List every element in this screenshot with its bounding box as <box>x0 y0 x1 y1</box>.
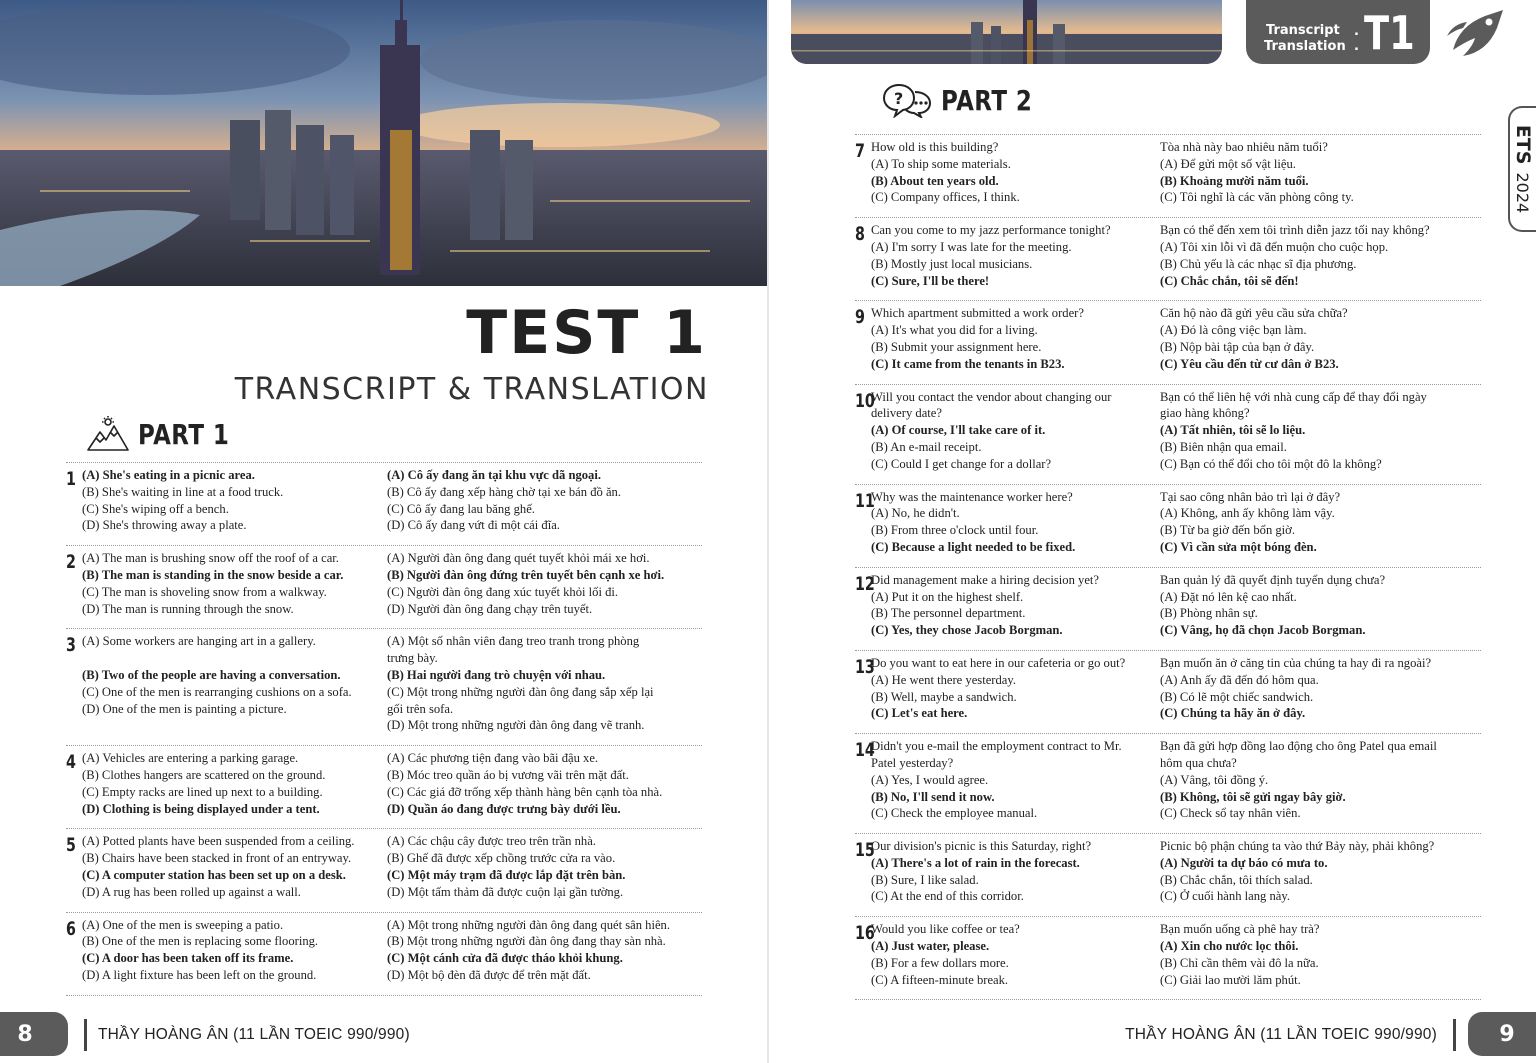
answer-line: (D) A rug has been rolled up against a wall. <box>82 884 301 899</box>
part1-heading <box>86 416 249 452</box>
question-item <box>66 462 702 545</box>
answer-line-correct: (B) Hai người đang trò chuyện với nhau. <box>387 667 606 682</box>
question-item <box>855 650 1481 733</box>
list-end-divider <box>855 999 1481 1000</box>
right-page <box>769 0 1536 1063</box>
question-columns <box>82 833 702 900</box>
question-number: 10 <box>855 389 875 412</box>
vietnamese-translation <box>1160 655 1481 722</box>
english-transcript <box>82 917 387 984</box>
english-transcript <box>871 489 1160 556</box>
answer-line: (B) Nộp bài tập của bạn ở đây. <box>1160 339 1315 354</box>
question-columns <box>871 838 1481 905</box>
question-columns <box>871 305 1481 372</box>
answer-line: Tòa nhà này bao nhiêu năm tuổi? <box>1160 140 1328 154</box>
speech-bubbles-icon <box>881 82 933 118</box>
vietnamese-translation <box>387 550 702 617</box>
answer-line: (A) Một trong những người đàn ông đang quét sân hiên. <box>387 917 670 932</box>
left-page <box>0 0 767 1063</box>
answer-line: (C) A fifteen-minute break. <box>871 972 1009 987</box>
answer-line: (B) Từ ba giờ đến bốn giờ. <box>1160 523 1295 538</box>
question-item <box>855 733 1481 833</box>
answer-line-correct: (C) It came from the tenants in B23. <box>871 356 1065 371</box>
answer-line: (B) Ghế đã được xếp chồng trước cửa ra vào. <box>387 851 616 866</box>
question-columns <box>871 572 1481 639</box>
answer-line: (C) Cô ấy đang lau băng ghế. <box>387 501 535 516</box>
page-number-right: 9 <box>1468 1012 1536 1056</box>
question-item <box>66 745 702 828</box>
answer-line: (C) The man is shoveling snow from a walkway. <box>82 584 327 599</box>
answer-line: (A) Yes, I would agree. <box>871 772 989 787</box>
answer-line: (B) One of the men is replacing some flooring. <box>82 934 319 949</box>
answer-line: (B) Phòng nhân sự. <box>1160 606 1258 621</box>
answer-line: (C) She's wiping off a bench. <box>82 501 229 516</box>
question-columns <box>871 655 1481 722</box>
answer-line: Ban quản lý đã quyết định tuyển dụng chưa? <box>1160 572 1386 587</box>
ets-side-tab <box>1508 106 1536 232</box>
question-number: 2 <box>66 551 76 574</box>
answer-line: (D) One of the men is painting a picture. <box>82 701 287 716</box>
question-columns <box>82 467 702 534</box>
answer-line-correct: (C) Let's eat here. <box>871 706 968 721</box>
part2-label: PART 2 <box>941 83 1033 117</box>
answer-line-correct: (D) Clothing is being displayed under a tent. <box>82 801 320 816</box>
answer-line: (C) At the end of this corridor. <box>871 889 1024 904</box>
answer-line: (A) Đó là công việc bạn làm. <box>1160 323 1307 338</box>
answer-line: (A) One of the men is sweeping a patio. <box>82 917 284 932</box>
answer-line: (A) Put it on the highest shelf. <box>871 589 1024 604</box>
answer-line: (B) She's waiting in line at a food truck. <box>82 484 284 499</box>
part2-question-list <box>855 134 1481 1000</box>
answer-line: Tại sao công nhân bảo trì lại ở đây? <box>1160 489 1341 504</box>
answer-line: Bạn có thể liên hệ với nhà cung cấp để thay đổi ngày <box>1160 389 1427 404</box>
answer-line-correct: (C) Một máy trạm đã được lắp đặt trên bàn. <box>387 867 626 882</box>
vietnamese-translation <box>387 833 702 900</box>
question-columns <box>82 917 702 984</box>
answer-line-correct: (D) Quần áo đang được trưng bày dưới lều. <box>387 801 621 816</box>
answer-line: (B) Chairs have been stacked in front of an entryway. <box>82 851 352 866</box>
answer-line: (C) Could I get change for a dollar? <box>871 456 1052 471</box>
english-transcript <box>82 833 387 900</box>
question-number: 11 <box>855 489 875 512</box>
question-item <box>855 833 1481 916</box>
test-title: TEST 1 <box>466 298 707 368</box>
question-number: 15 <box>855 839 875 862</box>
english-transcript <box>871 738 1160 822</box>
answer-line-correct: (B) Two of the people are having a conversation. <box>82 667 341 682</box>
answer-line-correct: (B) The man is standing in the snow beside a car. <box>82 567 344 582</box>
answer-line: (A) Đặt nó lên kệ cao nhất. <box>1160 589 1297 604</box>
answer-line: (C) Check sổ tay nhân viên. <box>1160 806 1301 821</box>
list-end-divider <box>66 995 702 996</box>
answer-line: (A) Tôi xin lỗi vì đã đến muộn cho cuộc họp. <box>1160 239 1389 254</box>
question-number: 4 <box>66 751 76 774</box>
ets-brand: ETS <box>1512 124 1534 165</box>
answer-line: (B) Chỉ cần thêm vài đô la nữa. <box>1160 955 1319 970</box>
question-number: 7 <box>855 140 865 162</box>
answer-line-correct: (B) Người đàn ông đứng trên tuyết bên cạnh xe hơi. <box>387 567 665 582</box>
answer-line: (B) Sure, I like salad. <box>871 872 979 887</box>
answer-line: (A) To ship some materials. <box>871 156 1011 171</box>
answer-line: (C) Các giá đỡ trống xếp thành hàng bên cạnh tòa nhà. <box>387 784 663 799</box>
question-item <box>855 134 1481 217</box>
answer-line: (B) Clothes hangers are scattered on the ground. <box>82 767 326 782</box>
footer-divider <box>84 1019 87 1051</box>
answer-line-correct: (A) There's a lot of rain in the forecast. <box>871 855 1080 870</box>
vietnamese-translation <box>1160 921 1481 988</box>
answer-line: Picnic bộ phận chúng ta vào thứ Bảy này, phải không? <box>1160 839 1435 854</box>
answer-line: Our division's picnic is this Saturday, right? <box>871 839 1092 854</box>
answer-line-correct: (B) No, I'll send it now. <box>871 789 995 804</box>
vietnamese-translation <box>387 917 702 984</box>
question-number: 5 <box>66 834 76 857</box>
english-transcript <box>82 550 387 617</box>
answer-line: trưng bày. <box>387 651 438 666</box>
answer-line: (B) Móc treo quần áo bị vương vãi trên mặt đất. <box>387 767 629 782</box>
question-item <box>855 916 1481 999</box>
answer-line-correct: (C) Chắc chắn, tôi sẽ đến! <box>1160 273 1299 288</box>
ets-year: 2024 <box>1513 172 1532 214</box>
answer-line: (D) Người đàn ông đang chạy trên tuyết. <box>387 601 593 616</box>
answer-line: (B) Cô ấy đang xếp hàng chờ tại xe bán đồ ăn. <box>387 484 621 499</box>
answer-line: (A) Anh ấy đã đến đó hôm qua. <box>1160 672 1319 687</box>
badge-test-code: T1 <box>1364 6 1415 60</box>
question-number: 3 <box>66 634 76 657</box>
answer-line: Căn hộ nào đã gửi yêu cầu sửa chữa? <box>1160 306 1348 321</box>
question-number: 9 <box>855 306 865 329</box>
answer-line: Did management make a hiring decision yet? <box>871 572 1100 587</box>
answer-line: (D) Một tấm thảm đã được cuộn lại gần tường. <box>387 884 624 899</box>
vietnamese-translation <box>1160 222 1481 289</box>
answer-line-correct: (C) Chúng ta hãy ăn ở đây. <box>1160 706 1306 721</box>
answer-line: (A) Người đàn ông đang quét tuyết khỏi mái xe hơi. <box>387 551 650 566</box>
answer-line: (C) Tôi nghĩ là các văn phòng công ty. <box>1160 190 1354 205</box>
question-columns <box>871 489 1481 556</box>
answer-line: (C) Bạn có thể đổi cho tôi một đô la không? <box>1160 456 1382 471</box>
question-columns <box>871 139 1481 206</box>
question-number: 16 <box>855 922 875 945</box>
answer-line-correct: (C) Sure, I'll be there! <box>871 273 990 288</box>
question-number: 1 <box>66 468 76 490</box>
footer-author: THẦY HOÀNG ÂN (11 LẦN TOEIC 990/990) <box>1125 1026 1437 1043</box>
answer-line: (C) One of the men is rearranging cushions on a sofa. <box>82 684 352 699</box>
test-subtitle: TRANSCRIPT & TRANSLATION <box>234 372 709 407</box>
city-skyline-strip <box>791 0 1222 64</box>
answer-line: (D) She's throwing away a plate. <box>82 518 247 533</box>
english-transcript <box>871 655 1160 722</box>
answer-line: Bạn muốn ăn ở căng tin của chúng ta hay đi ra ngoài? <box>1160 655 1432 670</box>
answer-line: (A) Vehicles are entering a parking garage. <box>82 751 299 766</box>
badge-dots: . . <box>1354 24 1359 54</box>
answer-line: (A) Some workers are hanging art in a gallery. <box>82 634 316 649</box>
answer-line: (B) Biên nhận qua email. <box>1160 439 1287 454</box>
badge-transcript-label: Transcript <box>1266 23 1340 38</box>
answer-line: (B) Well, maybe a sandwich. <box>871 689 1017 704</box>
answer-line-correct: (A) She's eating in a picnic area. <box>82 468 255 482</box>
question-columns <box>82 633 702 734</box>
answer-line: (B) Chắc chắn, tôi thích salad. <box>1160 872 1313 887</box>
rocket-logo-icon <box>1445 6 1505 56</box>
answer-line: (A) Potted plants have been suspended from a ceiling. <box>82 834 355 849</box>
answer-line: (A) Các chậu cây được treo trên trần nhà. <box>387 834 596 849</box>
answer-line: Bạn đã gửi hợp đồng lao động cho ông Patel qua email <box>1160 739 1437 754</box>
answer-line: (A) Các phương tiện đang vào bãi đậu xe. <box>387 751 599 766</box>
answer-line: giao hàng không? <box>1160 406 1250 421</box>
english-transcript <box>82 633 387 734</box>
question-columns <box>871 222 1481 289</box>
question-columns <box>82 550 702 617</box>
vietnamese-translation <box>1160 738 1481 822</box>
vietnamese-translation <box>1160 389 1481 473</box>
english-transcript <box>871 305 1160 372</box>
answer-line: (B) Submit your assignment here. <box>871 339 1042 354</box>
english-transcript <box>871 921 1160 988</box>
part1-question-list <box>66 462 702 996</box>
answer-line-correct: (C) Vâng, họ đã chọn Jacob Borgman. <box>1160 623 1366 638</box>
question-columns <box>871 738 1481 822</box>
vietnamese-translation <box>387 633 702 734</box>
answer-line: (C) Ở cuối hành lang này. <box>1160 889 1290 904</box>
question-number: 8 <box>855 223 865 246</box>
answer-line: (B) For a few dollars more. <box>871 955 1009 970</box>
answer-line: (B) Một trong những người đàn ông đang thay sàn nhà. <box>387 934 666 949</box>
answer-line-correct: (C) Yes, they chose Jacob Borgman. <box>871 623 1063 638</box>
answer-line-correct: (A) Just water, please. <box>871 939 990 954</box>
answer-line: delivery date? <box>871 406 942 421</box>
city-skyline-photo <box>0 0 767 286</box>
answer-line: (A) Vâng, tôi đồng ý. <box>1160 772 1269 787</box>
badge-translation-label: Translation <box>1264 39 1346 54</box>
question-columns <box>82 750 702 817</box>
answer-line: (A) He went there yesterday. <box>871 672 1016 687</box>
answer-line-correct: (A) Of course, I'll take care of it. <box>871 423 1046 438</box>
answer-line-correct: (B) Không, tôi sẽ gửi ngay bây giờ. <box>1160 789 1346 804</box>
answer-line: Would you like coffee or tea? <box>871 922 1020 937</box>
answer-line: (D) The man is running through the snow. <box>82 601 294 616</box>
answer-line-correct: (A) Tất nhiên, tôi sẽ lo liệu. <box>1160 423 1306 438</box>
answer-line-correct: (C) Yêu cầu đến từ cư dân ở B23. <box>1160 356 1339 371</box>
answer-line: (D) A light fixture has been left on the ground. <box>82 967 317 982</box>
answer-line: (B) Mostly just local musicians. <box>871 256 1033 271</box>
svg-text:?: ? <box>894 89 904 108</box>
answer-line: Why was the maintenance worker here? <box>871 489 1073 504</box>
answer-line-correct: (C) A door has been taken off its frame. <box>82 951 294 966</box>
answer-line: Bạn có thể đến xem tôi trình diễn jazz tối nay không? <box>1160 223 1430 238</box>
vietnamese-translation <box>1160 305 1481 372</box>
vietnamese-translation <box>1160 139 1481 206</box>
answer-line: Bạn muốn uống cà phê hay trà? <box>1160 922 1320 937</box>
question-columns <box>871 921 1481 988</box>
answer-line: Will you contact the vendor about changing our <box>871 389 1112 404</box>
vietnamese-translation <box>1160 489 1481 556</box>
answer-line: gối trên sofa. <box>387 701 454 716</box>
question-number: 14 <box>855 739 875 762</box>
ets-side-tab-text <box>1512 125 1534 213</box>
answer-line-correct: (A) Người ta dự báo có mưa to. <box>1160 855 1328 870</box>
question-item <box>855 300 1481 383</box>
answer-line-correct: (C) Because a light needed to be fixed. <box>871 539 1076 554</box>
answer-line: (B) From three o'clock until four. <box>871 523 1039 538</box>
question-columns <box>871 389 1481 473</box>
footer-author: THẦY HOÀNG ÂN (11 LẦN TOEIC 990/990) <box>98 1026 410 1043</box>
english-transcript <box>871 389 1160 473</box>
answer-line: How old is this building? <box>871 140 999 154</box>
answer-line: (D) Một bộ đèn đã được để trên mặt đất. <box>387 967 591 982</box>
city-skyline-photo-small <box>791 0 1222 64</box>
answer-line: (A) Một số nhân viên đang treo tranh trong phòng <box>387 634 640 649</box>
answer-line: (A) The man is brushing snow off the roof of a car. <box>82 551 339 566</box>
answer-line-correct: (C) Vì cần sửa một bóng đèn. <box>1160 539 1317 554</box>
answer-line-correct: (A) Xin cho nước lọc thôi. <box>1160 939 1299 954</box>
answer-line: Patel yesterday? <box>871 755 954 770</box>
vietnamese-translation <box>387 467 702 534</box>
question-item <box>855 567 1481 650</box>
transcript-badge <box>1246 0 1430 64</box>
vietnamese-translation <box>1160 572 1481 639</box>
answer-line: (C) Empty racks are lined up next to a building. <box>82 784 323 799</box>
english-transcript <box>871 838 1160 905</box>
vietnamese-translation <box>387 750 702 817</box>
question-item <box>855 484 1481 567</box>
question-item <box>855 384 1481 484</box>
answer-line: (B) Có lẽ một chiếc sandwich. <box>1160 689 1314 704</box>
english-transcript <box>871 572 1160 639</box>
vietnamese-translation <box>1160 838 1481 905</box>
answer-line: Can you come to my jazz performance tonight? <box>871 223 1111 238</box>
answer-line <box>82 650 381 667</box>
answer-line: (A) Để gửi một số vật liệu. <box>1160 156 1296 171</box>
answer-line: (C) Giải lao mười lăm phút. <box>1160 972 1301 987</box>
answer-line: (A) No, he didn't. <box>871 506 960 521</box>
answer-line: (C) Một trong những người đàn ông đang sắp xếp lại <box>387 684 654 699</box>
question-number: 13 <box>855 655 875 678</box>
answer-line-correct: (C) Một cánh cửa đã được tháo khỏi khung. <box>387 951 623 966</box>
city-skyline-illustration <box>0 0 767 286</box>
english-transcript <box>82 467 387 534</box>
mountain-sun-icon <box>86 416 130 452</box>
question-number: 6 <box>66 917 76 940</box>
question-item <box>855 217 1481 300</box>
part1-label: PART 1 <box>138 417 230 451</box>
answer-line: (B) An e-mail receipt. <box>871 439 982 454</box>
answer-line: (C) Người đàn ông đang xúc tuyết khỏi lối đi. <box>387 584 619 599</box>
answer-line-correct: (B) About ten years old. <box>871 173 999 188</box>
answer-line-correct: (A) Cô ấy đang ăn tại khu vực dã ngoại. <box>387 468 601 482</box>
answer-line: (B) Chủ yếu là các nhạc sĩ địa phương. <box>1160 256 1357 271</box>
english-transcript <box>82 750 387 817</box>
page-number-left: 8 <box>0 1012 68 1056</box>
footer-divider <box>1453 1019 1456 1051</box>
answer-line: (A) It's what you did for a living. <box>871 323 1038 338</box>
answer-line: (A) Không, anh ấy không làm vậy. <box>1160 506 1335 521</box>
question-item <box>66 628 702 745</box>
answer-line: Which apartment submitted a work order? <box>871 306 1084 321</box>
question-item <box>66 828 702 911</box>
question-item <box>66 545 702 628</box>
answer-line: (C) Check the employee manual. <box>871 806 1038 821</box>
answer-line: (C) Company offices, I think. <box>871 190 1020 205</box>
english-transcript <box>871 222 1160 289</box>
part2-heading <box>881 82 1052 118</box>
answer-line-correct: (B) Khoảng mười năm tuổi. <box>1160 173 1309 188</box>
answer-line: (B) The personnel department. <box>871 606 1026 621</box>
answer-line-correct: (C) A computer station has been set up on a desk. <box>82 867 346 882</box>
english-transcript <box>871 139 1160 206</box>
answer-line: (A) I'm sorry I was late for the meeting. <box>871 239 1072 254</box>
answer-line: (D) Cô ấy đang vứt đi một cái đĩa. <box>387 518 560 533</box>
answer-line: Didn't you e-mail the employment contract to Mr. <box>871 739 1122 754</box>
answer-line: hôm qua chưa? <box>1160 755 1237 770</box>
question-number: 12 <box>855 572 875 595</box>
answer-line: Do you want to eat here in our cafeteria or go out? <box>871 655 1126 670</box>
answer-line: (D) Một trong những người đàn ông đang vẽ tranh. <box>387 718 645 733</box>
question-item <box>66 912 702 995</box>
